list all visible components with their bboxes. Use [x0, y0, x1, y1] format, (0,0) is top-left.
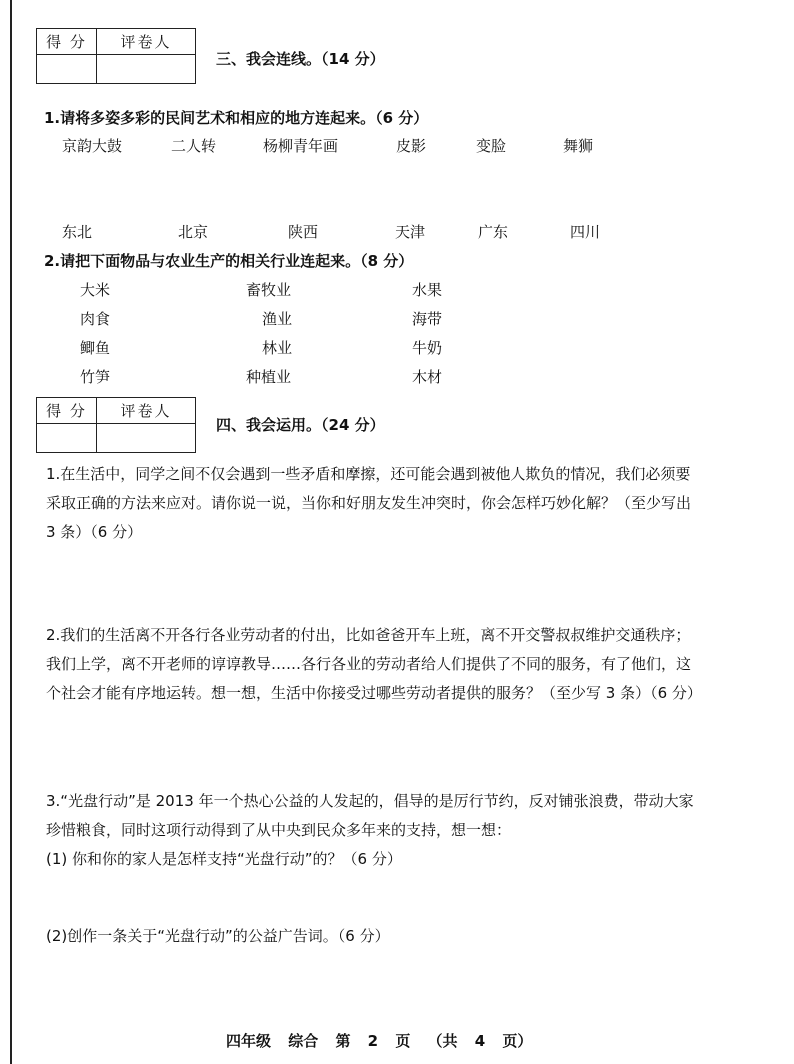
art-item[interactable]: 杨柳青年画: [263, 137, 339, 155]
item-col1[interactable]: 大米: [80, 281, 111, 299]
item-col3[interactable]: 海带: [412, 310, 443, 328]
item-col3[interactable]: 牛奶: [412, 339, 443, 357]
item-col1[interactable]: 鲫鱼: [80, 339, 111, 357]
score-cell[interactable]: [37, 55, 97, 83]
s4-question-1: [46, 460, 786, 547]
art-item[interactable]: 变脸: [476, 137, 507, 155]
section-4-title: 四、我会运用。（24 分）: [216, 416, 385, 434]
industry-item[interactable]: 种植业: [246, 368, 292, 386]
page-footer: 四年级 综合 第 2 页 （共 4 页）: [226, 1032, 533, 1050]
score-cell[interactable]: [37, 424, 97, 452]
binding-line: [10, 0, 12, 1064]
section-3-title: 三、我会连线。（14 分）: [216, 50, 385, 68]
score-box: [36, 28, 196, 84]
s4-question-2: [46, 621, 786, 708]
art-item[interactable]: 皮影: [396, 137, 427, 155]
place-item[interactable]: 天津: [395, 223, 426, 241]
text-line: 我们上学，离不开老师的谆谆教导……各行各业的劳动者给人们提供了不同的服务，有了他们，这: [46, 655, 692, 673]
score-box: [36, 397, 196, 453]
grader-cell[interactable]: [97, 55, 195, 83]
text-line: 2.我们的生活离不开各行各业劳动者的付出，比如爸爸开车上班，离不开交警叔叔维护交通秩序；: [46, 626, 691, 644]
art-item[interactable]: 舞狮: [563, 137, 594, 155]
score-label: 得 分: [37, 398, 97, 424]
industry-item[interactable]: 渔业: [262, 310, 293, 328]
industry-item[interactable]: 畜牧业: [246, 281, 292, 299]
text-line: 个社会才能有序地运转。想一想，生活中你接受过哪些劳动者提供的服务？（至少写 3 条）（6 分）: [46, 684, 702, 702]
art-item[interactable]: 京韵大鼓: [62, 137, 123, 155]
q2-title: 2.请把下面物品与农业生产的相关行业连起来。（8 分）: [44, 252, 414, 270]
art-item[interactable]: 二人转: [171, 137, 217, 155]
text-line: 采取正确的方法来应对。请你说一说，当你和好朋友发生冲突时，你会怎样巧妙化解？（至少写出: [46, 494, 692, 512]
item-col1[interactable]: 竹笋: [80, 368, 111, 386]
q1-title: 1.请将多姿多彩的民间艺术和相应的地方连起来。（6 分）: [44, 109, 429, 127]
text-line: 1.在生活中，同学之间不仅会遇到一些矛盾和摩擦，还可能会遇到被他人欺负的情况，我们必须要: [46, 465, 691, 483]
place-item[interactable]: 东北: [62, 223, 93, 241]
text-line: 3.“光盘行动”是 2013 年一个热心公益的人发起的，倡导的是厉行节约，反对铺张浪费，带动大家: [46, 792, 694, 810]
sub-question-2: (2)创作一条关于“光盘行动”的公益广告词。（6 分）: [46, 927, 390, 945]
text-line: 3 条）（6 分）: [46, 523, 143, 541]
grader-cell[interactable]: [97, 424, 195, 452]
place-item[interactable]: 北京: [178, 223, 209, 241]
item-col3[interactable]: 木材: [412, 368, 443, 386]
text-line: 珍惜粮食，同时这项行动得到了从中央到民众多年来的支持，想一想：: [46, 821, 512, 839]
sub-question-1: (1) 你和你的家人是怎样支持“光盘行动”的？（6 分）: [46, 850, 402, 868]
s4-question-3: [46, 787, 786, 874]
place-item[interactable]: 陕西: [288, 223, 319, 241]
industry-item[interactable]: 林业: [262, 339, 293, 357]
item-col1[interactable]: 肉食: [80, 310, 111, 328]
place-item[interactable]: 广东: [478, 223, 509, 241]
grader-label: 评卷人: [97, 29, 195, 55]
item-col3[interactable]: 水果: [412, 281, 443, 299]
grader-label: 评卷人: [97, 398, 195, 424]
place-item[interactable]: 四川: [570, 223, 601, 241]
score-label: 得 分: [37, 29, 97, 55]
